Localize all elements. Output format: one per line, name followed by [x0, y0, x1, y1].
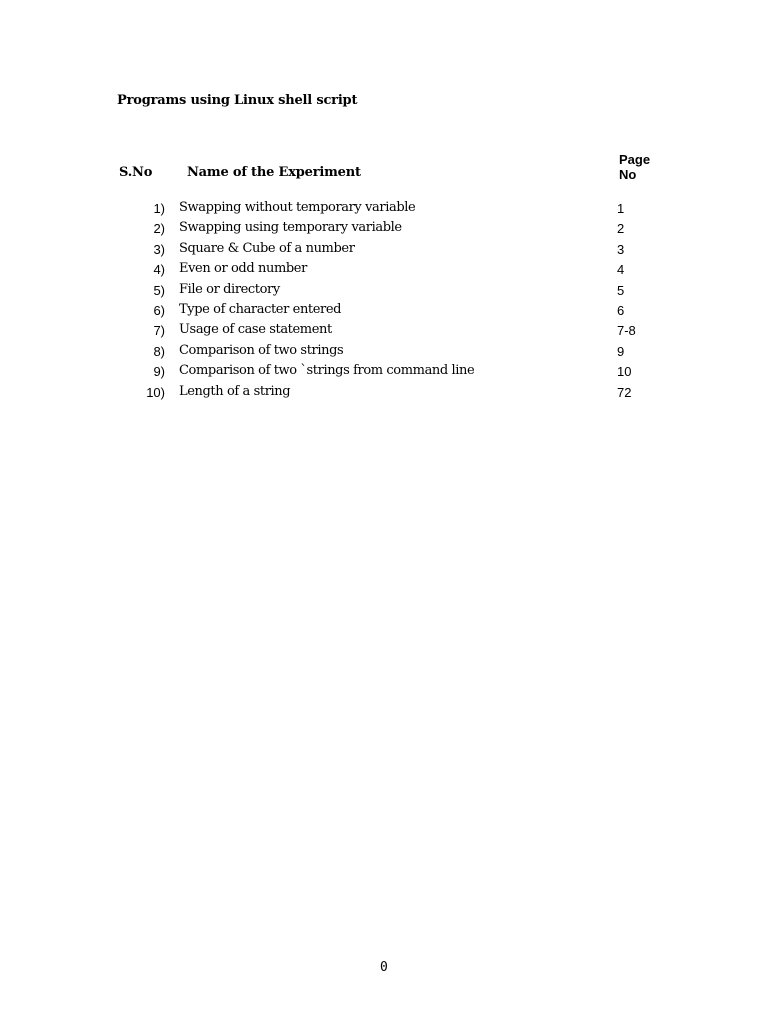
row-serial-number: 4) [153, 262, 165, 278]
row-page-number: 2 [617, 221, 625, 237]
row-page-number: 6 [617, 302, 625, 318]
row-experiment-name: Length of a string [179, 383, 291, 399]
table-row [0, 384, 768, 404]
table-row [0, 220, 768, 240]
table-row [0, 241, 768, 261]
row-serial-number: 1) [153, 201, 165, 216]
row-serial-number: 6) [153, 302, 165, 318]
row-page-number: 4 [617, 262, 625, 278]
row-serial-number: 7) [153, 323, 165, 339]
row-serial-number: 9) [153, 364, 165, 380]
table-row [0, 261, 768, 281]
row-experiment-name: Even or odd number [179, 261, 307, 277]
table-row [0, 302, 768, 322]
row-experiment-name: File or directory [179, 281, 280, 297]
row-experiment-name: Type of character entered [179, 301, 342, 317]
experiment-list [0, 200, 768, 404]
table-row [0, 363, 768, 383]
row-experiment-name: Comparison of two `strings from command line [179, 363, 475, 379]
row-serial-number: 10) [146, 384, 165, 400]
row-serial-number: 8) [153, 343, 165, 359]
row-page-number: 1 [617, 201, 625, 216]
row-serial-number: 2) [153, 221, 165, 237]
row-page-number: 9 [617, 343, 625, 359]
row-experiment-name: Comparison of two strings [179, 342, 344, 358]
header-serial-number: S.No [119, 165, 153, 180]
row-page-number: 10 [617, 364, 632, 380]
header-page-line1: Page [619, 152, 651, 167]
row-experiment-name: Swapping without temporary variable [179, 200, 416, 215]
header-page-number [619, 152, 650, 182]
table-row [0, 343, 768, 363]
table-row [0, 282, 768, 302]
footer-page-number: 0 [380, 960, 388, 975]
table-row [0, 200, 768, 220]
row-page-number: 7-8 [617, 323, 636, 339]
document-title: Programs using Linux shell script [117, 93, 358, 108]
row-experiment-name: Square & Cube of a number [179, 240, 355, 256]
row-serial-number: 3) [153, 241, 165, 257]
header-page-line2: No [619, 167, 637, 182]
row-page-number: 72 [617, 384, 632, 400]
row-page-number: 3 [617, 241, 625, 257]
table-row [0, 322, 768, 342]
row-serial-number: 5) [153, 282, 165, 298]
row-experiment-name: Swapping using temporary variable [179, 220, 402, 236]
row-experiment-name: Usage of case statement [179, 322, 332, 338]
row-page-number: 5 [617, 282, 625, 298]
header-experiment-name: Name of the Experiment [187, 165, 361, 180]
